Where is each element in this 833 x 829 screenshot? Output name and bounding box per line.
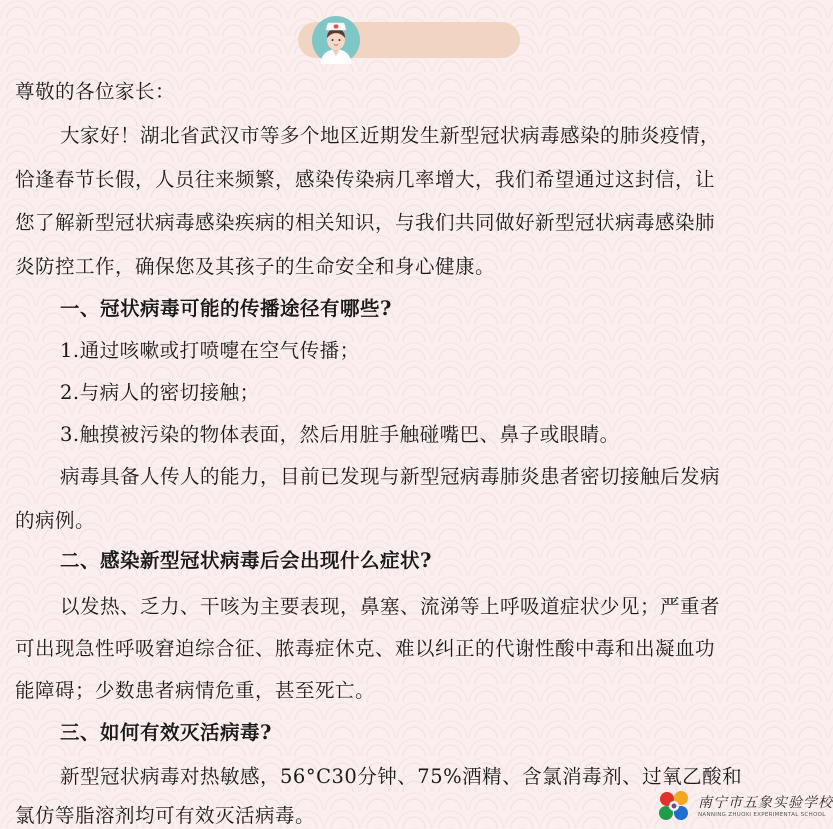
section-heading-symptoms: 二、感染新型冠状病毒后会出现什么症状? — [60, 549, 432, 572]
transmission-note: 的病例。 — [15, 509, 96, 532]
intro-line: 炎防控工作，确保您及其孩子的生命安全和身心健康。 — [15, 255, 496, 278]
intro-line: 恰逢春节长假，人员往来频繁，感染传染病几率增大，我们希望通过这封信，让 — [15, 168, 716, 191]
list-item: 1.通过咳嗽或打喷嚏在空气传播； — [60, 339, 360, 362]
school-logo — [656, 788, 833, 826]
salutation: 尊敬的各位家长： — [15, 80, 176, 103]
transmission-note: 病毒具备人传人的能力，目前已发现与新型冠病毒肺炎患者密切接触后发病 — [60, 465, 721, 488]
inactivation-text: 新型冠状病毒对热敏感，56°C30分钟、75%酒精、含氯消毒剂、过氧乙酸和 — [60, 765, 743, 788]
symptoms-text: 以发热、乏力、干咳为主要表现，鼻塞、流涕等上呼吸道症状少见；严重者 — [60, 595, 721, 618]
nurse-avatar-icon — [312, 16, 360, 64]
inactivation-text: 氯仿等脂溶剂均可有效灭活病毒。 — [15, 804, 316, 827]
section-heading-inactivation: 三、如何有效灭活病毒? — [60, 721, 272, 744]
intro-line: 大家好！湖北省武汉市等多个地区近期发生新型冠状病毒感染的肺炎疫情， — [60, 124, 721, 147]
symptoms-text: 能障碍；少数患者病情危重，甚至死亡。 — [15, 679, 376, 702]
list-item: 3.触摸被污染的物体表面，然后用脏手触碰嘴巴、鼻子或眼睛。 — [60, 423, 620, 446]
section-heading-transmission: 一、冠状病毒可能的传播途径有哪些? — [60, 297, 392, 320]
intro-line: 您了解新型冠状病毒感染疾病的相关知识，与我们共同做好新型冠状病毒感染肺 — [15, 211, 716, 234]
symptoms-text: 可出现急性呼吸窘迫综合征、脓毒症休克、难以纠正的代谢性酸中毒和出凝血功 — [15, 637, 716, 660]
list-item: 2.与病人的密切接触； — [60, 381, 260, 404]
school-name: 南宁市五象实验学校 — [698, 795, 833, 811]
school-logo-icon — [656, 788, 692, 824]
school-name-english: NANNING ZHUOXI EXPERIMENTAL SCHOOL — [698, 812, 826, 818]
